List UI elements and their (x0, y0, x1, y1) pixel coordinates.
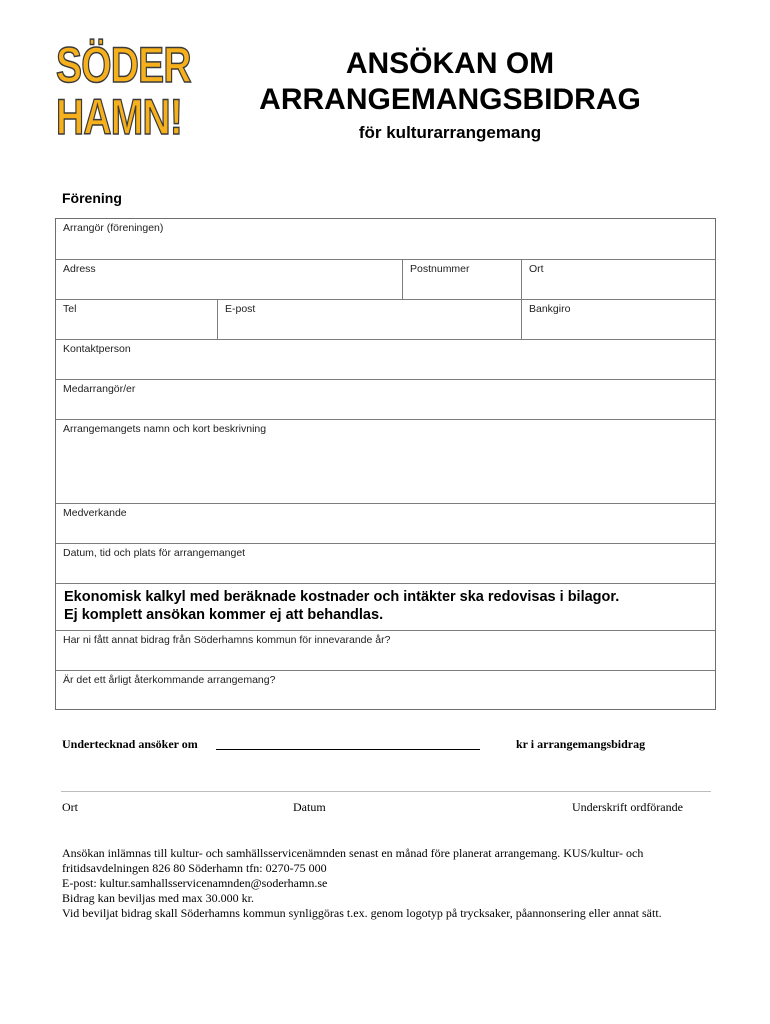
info-line-5: Vid beviljat bidrag skall Söderhamns kommun synliggöras t.ex. genom logotyp på trycksaker, påannonsering eller annat sätt. (62, 906, 662, 920)
submission-info (62, 846, 722, 921)
apply-label: Undertecknad ansöker om (62, 737, 198, 751)
form-row-kontaktperson (56, 339, 715, 379)
field-label: Bankgiro (529, 303, 571, 315)
field-ort[interactable] (521, 260, 715, 299)
form-row-annat-bidrag (56, 630, 715, 670)
field-adress[interactable] (56, 260, 402, 299)
field-postnummer[interactable] (402, 260, 521, 299)
soderhamn-logo (56, 37, 191, 146)
form-row-arligt (56, 670, 715, 709)
section-label-forening: Förening (62, 190, 122, 206)
form-row-adress (56, 259, 715, 299)
field-label: Medverkande (63, 507, 127, 519)
field-arligt[interactable] (56, 671, 715, 709)
page-subtitle: för kulturarrangemang (358, 123, 542, 142)
field-label: Kontaktperson (63, 343, 131, 355)
form-row-medarrangor (56, 379, 715, 419)
budget-notice (56, 584, 715, 630)
title-line-2: ARRANGEMANGSBIDRAG (259, 83, 641, 116)
field-annat-bidrag[interactable] (56, 631, 715, 670)
notice-line-2: Ej komplett ansökan kommer ej att behandlas. (64, 607, 384, 623)
field-beskrivning[interactable] (56, 420, 715, 503)
field-label: Är det ett årligt återkommande arrangemang? (63, 674, 276, 686)
field-label: Ort (529, 263, 544, 275)
notice-line-1: Ekonomisk kalkyl med beräknade kostnader och intäkter ska redovisas i bilagor. (64, 589, 620, 605)
apply-suffix: kr i arrangemangsbidrag (516, 737, 646, 751)
signature-label-datum: Datum (293, 800, 326, 814)
info-line-1: Ansökan inlämnas till kultur- och samhällsservicenämnden senast en månad före planerat arrangemang. KUS/kultur- och (62, 846, 644, 860)
form-row-datum-plats (56, 543, 715, 583)
amount-blank-field[interactable] (216, 749, 480, 750)
form-row-arrangor (56, 219, 715, 259)
field-label: Adress (63, 263, 96, 275)
field-epost[interactable] (217, 300, 521, 339)
field-medverkande[interactable] (56, 504, 715, 543)
application-form (55, 218, 716, 710)
field-label: Arrangemangets namn och kort beskrivning (63, 423, 267, 435)
form-row-beskrivning (56, 419, 715, 503)
signature-line[interactable] (61, 791, 711, 792)
form-row-medverkande (56, 503, 715, 543)
field-kontaktperson[interactable] (56, 340, 715, 379)
field-datum-plats[interactable] (56, 544, 715, 583)
title-line-1: ANSÖKAN OM (345, 47, 555, 80)
page-title (200, 46, 700, 118)
info-line-4: Bidrag kan beviljas med max 30.000 kr. (62, 891, 254, 905)
field-medarrangor[interactable] (56, 380, 715, 419)
field-label: Postnummer (410, 263, 470, 275)
form-row-notice (56, 583, 715, 630)
field-label: Har ni fått annat bidrag från Söderhamns kommun för innevarande år? (63, 634, 391, 646)
field-label: Medarrangör/er (63, 383, 136, 395)
field-label: Datum, tid och plats för arrangemanget (63, 547, 246, 559)
logo-line-2: HAMN! (56, 89, 183, 145)
signature-label-underskrift: Underskrift ordförande (572, 800, 683, 814)
info-line-2: fritidsavdelningen 826 80 Söderhamn tfn: 0270-75 000 (62, 861, 327, 875)
field-arrangor[interactable] (56, 219, 715, 259)
logo-line-1: SÖDER (56, 37, 191, 93)
info-line-3: E-post: kultur.samhallsservicenamnden@soderhamn.se (62, 876, 328, 890)
field-label: Arrangör (föreningen) (63, 222, 164, 234)
field-tel[interactable] (56, 300, 217, 339)
field-label: E-post (225, 303, 256, 315)
signature-label-ort: Ort (62, 800, 78, 814)
form-row-tel (56, 299, 715, 339)
field-bankgiro[interactable] (521, 300, 715, 339)
field-label: Tel (63, 303, 77, 315)
